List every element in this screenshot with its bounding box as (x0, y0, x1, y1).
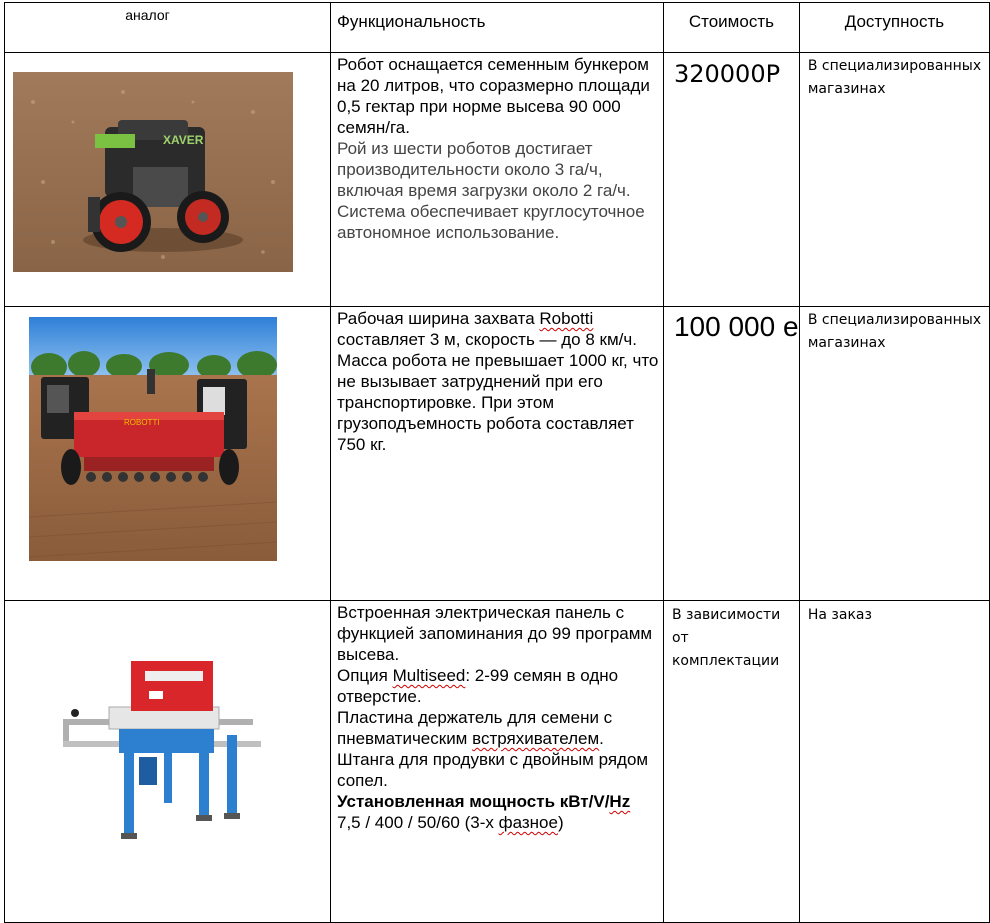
seeding-robot-xaver-photo (13, 72, 293, 272)
functionality-text-4: Штанга для продувки с двойным рядом сопел. (337, 750, 649, 790)
phase-word: фазное (498, 813, 558, 832)
analog-image-cell (5, 53, 331, 307)
power-heading-text: Установленная мощность кВт/V/ (337, 792, 610, 811)
header-availability: Доступность (799, 3, 989, 53)
power-value (337, 812, 659, 833)
functionality-text-2 (337, 665, 659, 707)
functionality-text-pre: Рабочая ширина захвата (337, 309, 540, 328)
functionality-cell (331, 601, 664, 923)
brand-robotti: Robotti (539, 309, 594, 328)
analog-image-cell (5, 307, 331, 601)
option-desc: : 2-99 семян в одно отверстие. (337, 666, 619, 706)
functionality-text-3 (337, 707, 659, 749)
cost-cell: 320000Р (663, 53, 799, 307)
analog-image-cell (5, 601, 331, 923)
power-heading (337, 791, 659, 812)
table-row (5, 307, 990, 601)
header-functionality: Функциональность (331, 3, 664, 53)
table-row (5, 601, 990, 923)
comparison-table (4, 2, 990, 923)
header-cost: Стоимость (663, 3, 799, 53)
power-value-text: 7,5 / 400 / 50/60 (3-х (337, 813, 499, 832)
cost-cell: 100 000 е (663, 307, 799, 601)
cost-cell: В зависимости от комплектации (663, 601, 799, 923)
seeder-machine-photo (49, 657, 261, 847)
plate-desc-end: . (599, 729, 604, 748)
robotti-logo-text: ROBOTTI (124, 418, 160, 427)
shaker-word: встряхивателем (472, 729, 600, 748)
brand-multiseed: Multiseed (392, 666, 466, 685)
functionality-text (337, 308, 659, 455)
functionality-text-1: Встроенная электрическая панель с функцией запоминания до 99 программ высева. (337, 603, 653, 664)
plate-desc: Пластина держатель для семени с пневматическим (337, 708, 613, 748)
power-value-end: ) (557, 813, 564, 832)
functionality-cell (331, 307, 664, 601)
option-label: Опция (337, 666, 393, 685)
header-row (5, 3, 990, 53)
robotti-field-robot-photo (29, 317, 277, 561)
robot-logo-text: XAVER (163, 133, 204, 147)
functionality-text-2: Рой из шести роботов достигает производительности около 3 га/ч, включая время загрузки около 2 га/ч. Система обеспечивает круглосуточное автономное использование. (337, 139, 645, 242)
availability-cell: На заказ (799, 601, 989, 923)
availability-cell: В специализированных магазинах (799, 307, 989, 601)
functionality-cell (331, 53, 664, 307)
header-analog: аналог (5, 3, 331, 53)
functionality-text-post: составляет 3 м, скорость — до 8 км/ч. Масса робота не превышает 1000 кг, что не вызывает затруднений при его транспортировке. При этом грузоподъемность робота составляет 750 кг. (337, 330, 659, 454)
availability-cell: В специализированных магазинах (799, 53, 989, 307)
table-row (5, 53, 990, 307)
functionality-text-1: Робот оснащается семенным бункером на 20 литров, что соразмерно площади 0,5 гектар при норме высева 90 000 семян/га. (337, 55, 650, 137)
hz-unit: Hz (609, 792, 631, 811)
